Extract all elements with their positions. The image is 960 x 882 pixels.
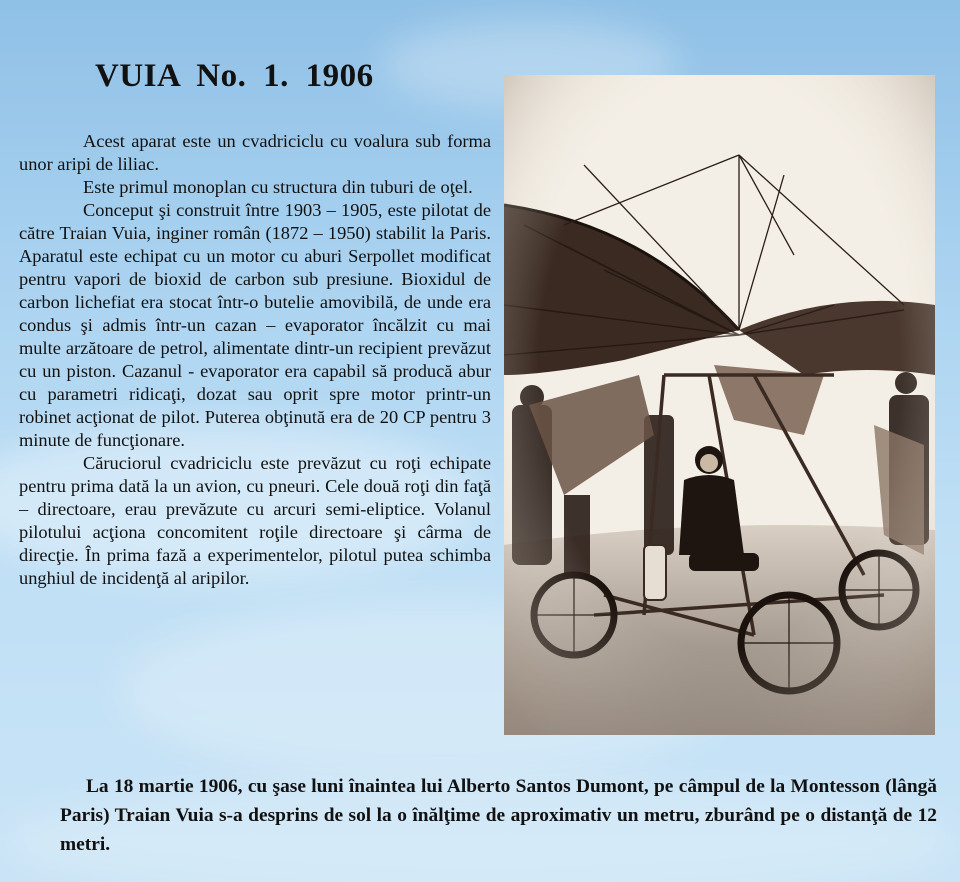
description-text	[19, 130, 491, 590]
footer-text: La 18 martie 1906, cu şase luni înaintea lui Alberto Santos Dumont, pe câmpul de la Montesson (lângă Paris) Traian Vuia s-a desprins de sol la o înălţime de aproximativ un metru, zburând pe o distanţă de 12 metri.	[60, 776, 937, 855]
historic-photo	[504, 75, 935, 735]
paragraph-3: Conceput şi construit între 1903 – 1905, este pilotat de către Traian Vuia, inginer român (1872 – 1950) stabilit la Paris. Aparatul este echipat cu un motor cu aburi Serpollet modificat pentru vapori de bioxid de carbon sub presiune. Bioxidul de carbon lichefiat era stocat într-o butelie amovibilă, de unde era condus şi admis într-un cazan – evaporator încălzit cu mai multe arzătoare de petrol, alimentate dintr-un recipient prevăzut cu un piston. Cazanul - evaporator era capabil să producă abur cu parametri ridicaţi, dozat sau oprit spre motor printr-un robinet acţionat de pilot. Puterea obţinută era de 20 CP pentru 3 minute de funcţionare.	[19, 200, 491, 450]
page-title: VUIA No. 1. 1906	[95, 58, 374, 94]
vuia-aircraft-photo	[504, 75, 935, 735]
paragraph-1: Acest aparat este un cvadriciclu cu voalura sub forma unor aripi de liliac.	[19, 131, 491, 174]
paragraph-2: Este primul monoplan cu structura din tuburi de oţel.	[83, 177, 473, 197]
paragraph-4: Căruciorul cvadriciclu este prevăzut cu roţi echipate pentru prima dată la un avion, cu pneuri. Cele două roţi din faţă – directoare, erau prevăzute cu arcuri semi-eliptice. Volanul pilotului acţiona concomitent roţile directoare şi cârma de direcţie. În prima fază a experimentelor, pilotul putea schimba unghiul de incidenţă al aripilor.	[19, 453, 491, 588]
